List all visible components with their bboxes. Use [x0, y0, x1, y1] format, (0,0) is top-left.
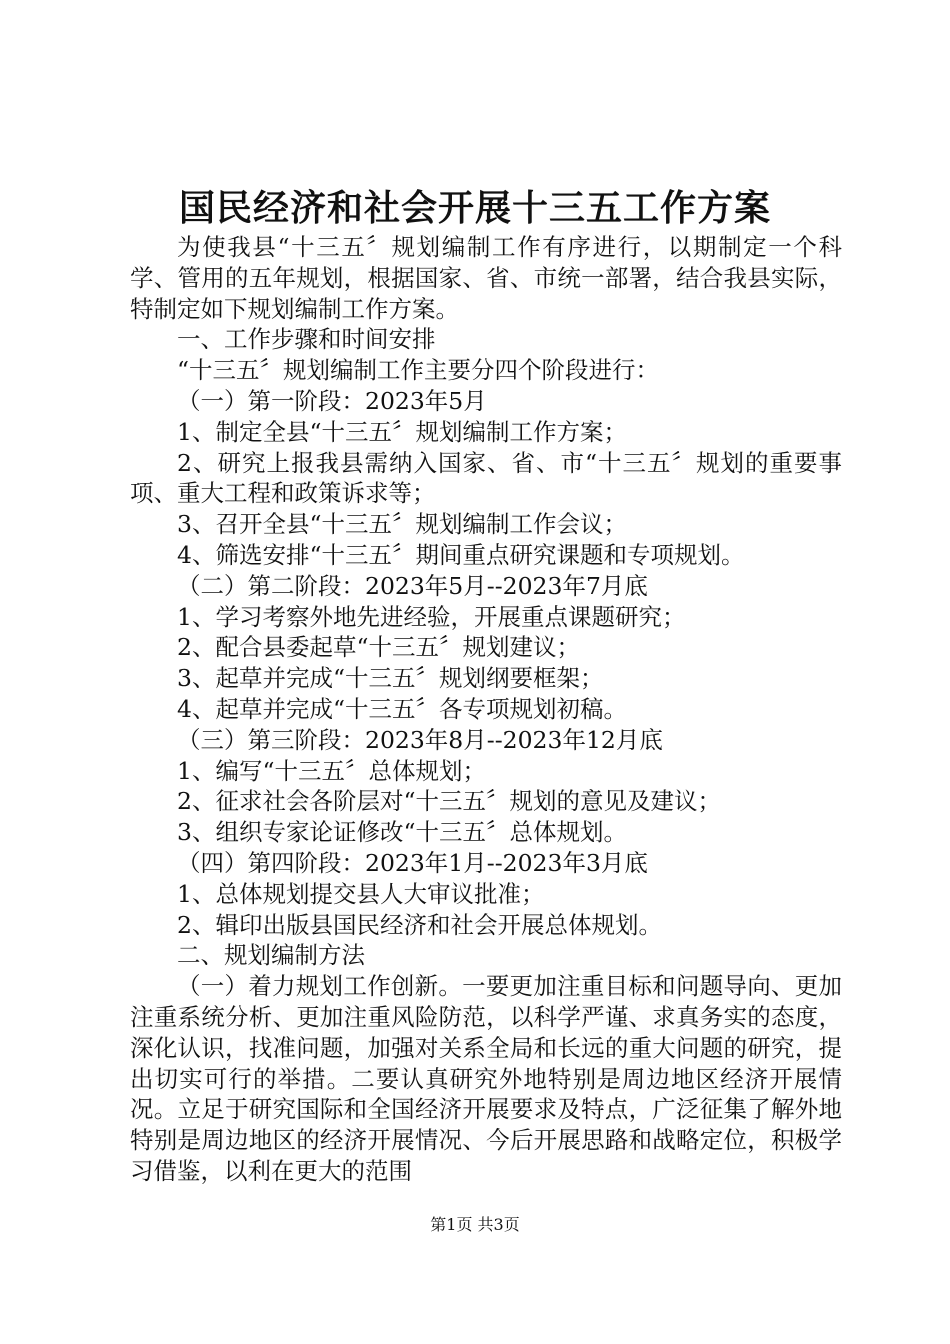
list-item: 1、总体规划提交县人大审议批准；	[177, 879, 545, 908]
list-item: 2、征求社会各阶层对“十三五〞规划的意见及建议；	[177, 787, 721, 816]
list-item: 4、起草并完成“十三五〞各专项规划初稿。	[177, 694, 627, 723]
list-item: 4、筛选安排“十三五〞期间重点研究课题和专项规划。	[177, 540, 745, 569]
list-item: 2、辑印出版县国民经济和社会开展总体规划。	[177, 910, 662, 939]
paragraph: “十三五〞规划编制工作主要分四个阶段进行：	[177, 356, 660, 385]
paragraph-method: （一）着力规划工作创新。一要更加注重目标和问题导向、更加注重系统分析、更加注重风险防范，以科学严谨、求真务实的态度，深化认识，找准问题，加强对关系全局和长远的重大问题的研究，提出切实可行的举措。二要认真研究外地特别是周边地区经济开展情况。立足于研究国际和全国经济开展要求及特点，广泛征集了解外地特别是周边地区的经济开展情况、今后开展思路和战略定位，积极学习借鉴，以利在更大的范围	[130, 972, 842, 1185]
list-item: 1、编写“十三五〞总体规划；	[177, 756, 486, 785]
paragraph-intro: 为使我县“十三五〞规划编制工作有序进行，以期制定一个科学、管用的五年规划，根据国家、省、市统一部署，结合我县实际，特制定如下规划编制工作方案。	[130, 233, 842, 323]
section-heading-1: 一、工作步骤和时间安排	[177, 325, 436, 354]
stage-heading-4: （四）第四阶段：2023年1月--2023年3月底	[177, 848, 648, 877]
stage-heading-1: （一）第一阶段：2023年5月	[177, 386, 487, 415]
page-footer: 第1页 共3页	[430, 1215, 520, 1234]
stage-heading-3: （三）第三阶段：2023年8月--2023年12月底	[177, 725, 663, 754]
list-item: 1、制定全县“十三五〞规划编制工作方案；	[177, 417, 627, 446]
list-item: 3、召开全县“十三五〞规划编制工作会议；	[177, 510, 627, 539]
list-item: 3、起草并完成“十三五〞规划纲要框架；	[177, 664, 604, 693]
section-heading-2: 二、规划编制方法	[177, 941, 365, 970]
list-item: 2、研究上报我县需纳入国家、省、市“十三五〞规划的重要事项、重大工程和政策诉求等；	[130, 448, 842, 508]
document-body	[130, 232, 842, 1187]
list-item: 2、配合县委起草“十三五〞规划建议；	[177, 633, 580, 662]
list-item: 1、学习考察外地先进经验，开展重点课题研究；	[177, 602, 686, 631]
document-title: 国民经济和社会开展十三五工作方案	[178, 187, 771, 229]
stage-heading-2: （二）第二阶段：2023年5月--2023年7月底	[177, 571, 648, 600]
list-item: 3、组织专家论证修改“十三五〞总体规划。	[177, 818, 627, 847]
